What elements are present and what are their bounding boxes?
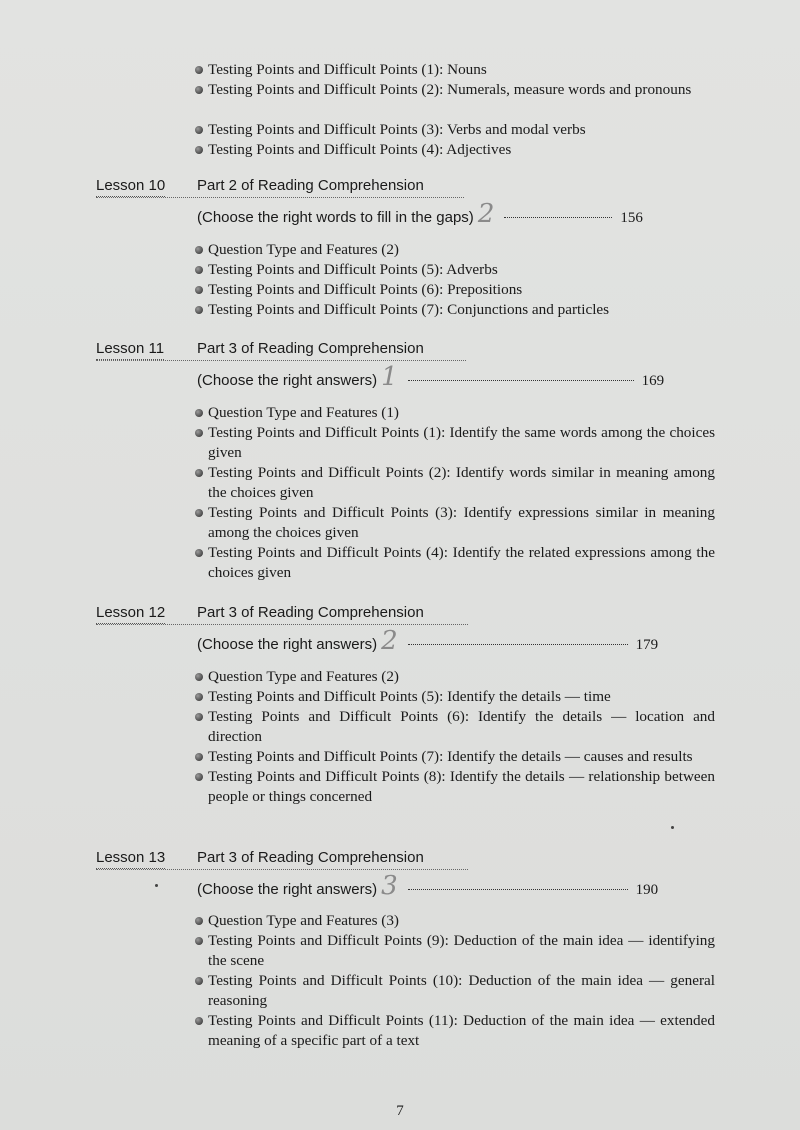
list-item: Question Type and Features (2) bbox=[195, 667, 715, 687]
bullet-icon bbox=[195, 753, 203, 761]
list-item: Testing Points and Difficult Points (6): Identify the details — location and direction bbox=[195, 707, 715, 747]
bullet-icon bbox=[195, 286, 203, 294]
list-item: Testing Points and Difficult Points (2): Numerals, measure words and pronouns bbox=[195, 80, 715, 120]
speck bbox=[671, 826, 674, 829]
bullet-icon bbox=[195, 246, 203, 254]
bullet-icon bbox=[195, 673, 203, 681]
lesson-13-label: Lesson 13 bbox=[96, 849, 165, 869]
bullet-icon bbox=[195, 429, 203, 437]
list-item: Testing Points and Difficult Points (3): Verbs and modal verbs bbox=[195, 120, 715, 140]
lesson-10-list bbox=[195, 240, 715, 320]
lesson-11-page: 169 bbox=[641, 373, 665, 389]
top-bullet-list bbox=[195, 60, 715, 160]
leader-dots bbox=[408, 889, 628, 890]
lesson-13-subtitle: (Choose the right answers) bbox=[197, 881, 378, 898]
lesson-10-rule bbox=[96, 197, 464, 198]
lesson-13-page: 190 bbox=[635, 882, 659, 898]
lesson-10-title: Part 2 of Reading Comprehension bbox=[197, 177, 424, 194]
leader-dots bbox=[408, 380, 634, 381]
list-item: Testing Points and Difficult Points (6): Prepositions bbox=[195, 280, 715, 300]
page-number: 7 bbox=[396, 1103, 404, 1119]
lesson-11-rule bbox=[96, 360, 466, 361]
lesson-12-list bbox=[195, 667, 715, 807]
lesson-11-title: Part 3 of Reading Comprehension bbox=[197, 340, 424, 357]
bullet-icon bbox=[195, 409, 203, 417]
lesson-13-subtitle-row bbox=[197, 871, 659, 901]
bullet-icon bbox=[195, 469, 203, 477]
bullet-icon bbox=[195, 977, 203, 985]
list-item: Testing Points and Difficult Points (4): Adjectives bbox=[195, 140, 715, 160]
list-item: Testing Points and Difficult Points (10): Deduction of the main idea — general reasoning bbox=[195, 971, 715, 1011]
lesson-10-label: Lesson 10 bbox=[96, 177, 165, 197]
bullet-icon bbox=[195, 693, 203, 701]
list-item: Question Type and Features (3) bbox=[195, 911, 715, 931]
lesson-11-label: Lesson 11 bbox=[96, 340, 164, 360]
bullet-icon bbox=[195, 66, 203, 74]
list-item: Testing Points and Difficult Points (1): Identify the same words among the choices given bbox=[195, 423, 715, 463]
handwritten-mark: 3 bbox=[381, 871, 398, 901]
lesson-13-list bbox=[195, 911, 715, 1051]
bullet-icon bbox=[195, 146, 203, 154]
bullet-icon bbox=[195, 917, 203, 925]
lesson-12-title: Part 3 of Reading Comprehension bbox=[197, 604, 424, 621]
lesson-12-label: Lesson 12 bbox=[96, 604, 165, 624]
lesson-12-page: 179 bbox=[635, 637, 659, 653]
list-item: Testing Points and Difficult Points (9): Deduction of the main idea — identifying the scene bbox=[195, 931, 715, 971]
bullet-icon bbox=[195, 937, 203, 945]
lesson-10-page: 156 bbox=[620, 210, 643, 226]
lesson-11-list bbox=[195, 403, 715, 583]
list-item: Question Type and Features (2) bbox=[195, 240, 715, 260]
lesson-13-rule bbox=[96, 869, 468, 870]
leader-dots bbox=[504, 217, 612, 218]
list-item: Question Type and Features (1) bbox=[195, 403, 715, 423]
lesson-10-subtitle: (Choose the right words to fill in the gaps) bbox=[197, 209, 474, 226]
handwritten-mark: 1 bbox=[381, 362, 398, 392]
lesson-12-subtitle: (Choose the right answers) bbox=[197, 636, 378, 653]
list-item: Testing Points and Difficult Points (5): Adverbs bbox=[195, 260, 715, 280]
list-item: Testing Points and Difficult Points (1): Nouns bbox=[195, 60, 715, 80]
list-item: Testing Points and Difficult Points (2): Identify words similar in meaning among the choices given bbox=[195, 463, 715, 503]
leader-dots bbox=[408, 644, 628, 645]
bullet-icon bbox=[195, 509, 203, 517]
list-item: Testing Points and Difficult Points (7): Identify the details — causes and results bbox=[195, 747, 715, 767]
bullet-icon bbox=[195, 549, 203, 557]
bullet-icon bbox=[195, 266, 203, 274]
list-item: Testing Points and Difficult Points (7): Conjunctions and particles bbox=[195, 300, 715, 320]
bullet-icon bbox=[195, 86, 203, 94]
lesson-13-title: Part 3 of Reading Comprehension bbox=[197, 849, 424, 866]
list-item: Testing Points and Difficult Points (5): Identify the details — time bbox=[195, 687, 715, 707]
lesson-10-subtitle-row bbox=[197, 199, 643, 229]
handwritten-mark: 2 bbox=[477, 199, 495, 229]
bullet-icon bbox=[195, 1017, 203, 1025]
speck bbox=[155, 884, 158, 887]
bullet-icon bbox=[195, 306, 203, 314]
lesson-12-subtitle-row bbox=[197, 626, 659, 656]
list-item: Testing Points and Difficult Points (3): Identify expressions similar in meaning among the choices given bbox=[195, 503, 715, 543]
list-item: Testing Points and Difficult Points (4): Identify the related expressions among the choices given bbox=[195, 543, 715, 583]
bullet-icon bbox=[195, 713, 203, 721]
handwritten-mark: 2 bbox=[381, 626, 398, 656]
list-item: Testing Points and Difficult Points (8): Identify the details — relationship between people or things concerned bbox=[195, 767, 715, 807]
list-item: Testing Points and Difficult Points (11): Deduction of the main idea — extended meaning of a specific part of a text bbox=[195, 1011, 715, 1051]
lesson-12-rule bbox=[96, 624, 468, 625]
bullet-icon bbox=[195, 773, 203, 781]
bullet-icon bbox=[195, 126, 203, 134]
lesson-11-subtitle: (Choose the right answers) bbox=[197, 372, 378, 389]
lesson-11-subtitle-row bbox=[197, 362, 665, 392]
